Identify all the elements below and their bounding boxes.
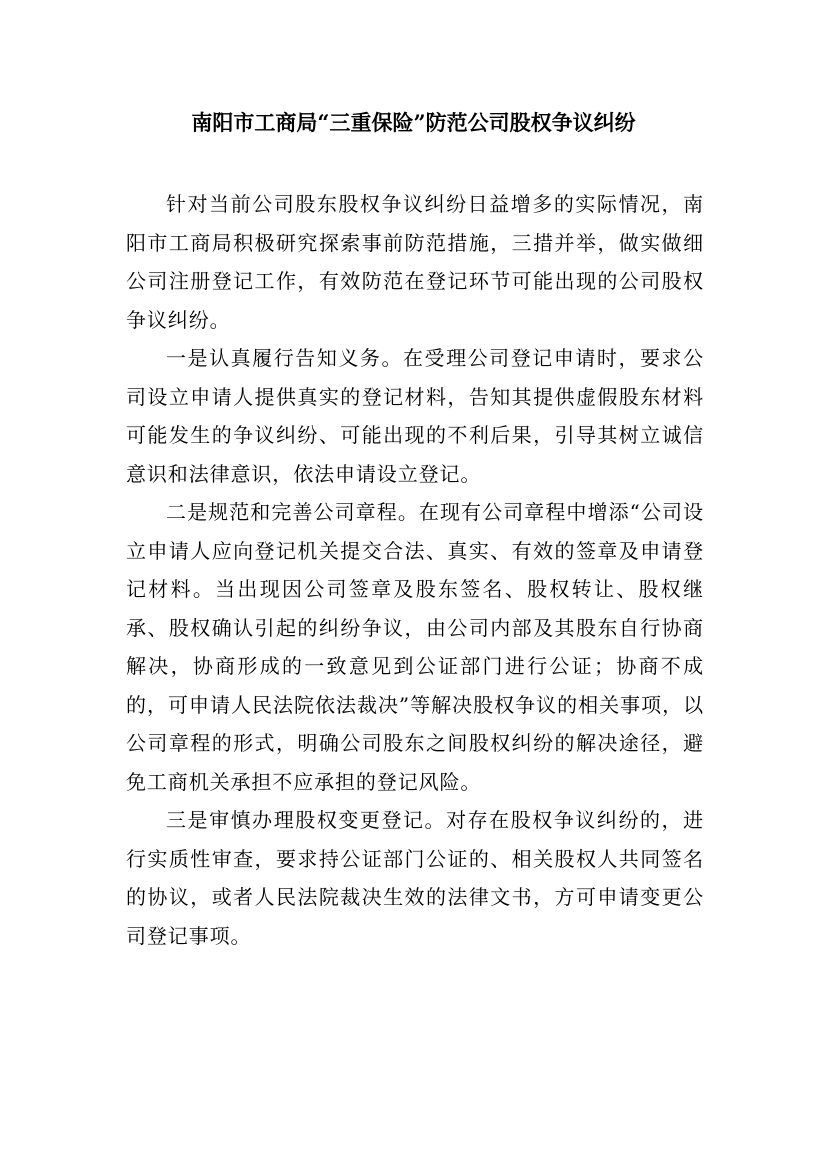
paragraph-measure-one: 一是认真履行告知义务。在受理公司登记申请时，要求公司设立申请人提供真实的登记材料，告知其提供虚假股东材料可能发生的争议纠纷、可能出现的不利后果，引导其树立诚信意识和法律意识，依法申请设立登记。 [126,346,704,486]
paragraph-intro: 针对当前公司股东股权争议纠纷日益增多的实际情况，南阳市工商局积极研究探索事前防范措施，三措并举，做实做细公司注册登记工作，有效防范在登记环节可能出现的公司股权争议纠纷。 [126,192,704,332]
document-body [126,185,704,955]
paragraph-measure-three: 三是审慎办理股权变更登记。对存在股权争议纠纷的，进行实质性审查，要求持公证部门公证的、相关股权人共同签名的协议，或者人民法院裁决生效的法律文书，方可申请变更公司登记事项。 [126,808,704,948]
document-title: 南阳市工商局“三重保险”防范公司股权争议纠纷 [191,110,636,135]
paragraph-measure-two: 二是规范和完善公司章程。在现有公司章程中增添“公司设立申请人应向登记机关提交合法、真实、有效的签章及申请登记材料。当出现因公司签章及股东签名、股权转让、股权继承、股权确认引起的纠纷争议，由公司内部及其股东自行协商解决，协商形成的一致意见到公证部门进行公证；协商不成的，可申请人民法院依法裁决”等解决股权争议的相关事项，以公司章程的形式，明确公司股东之间股权纠纷的解决途径，避免工商机关承担不应承担的登记风险。 [126,500,704,794]
